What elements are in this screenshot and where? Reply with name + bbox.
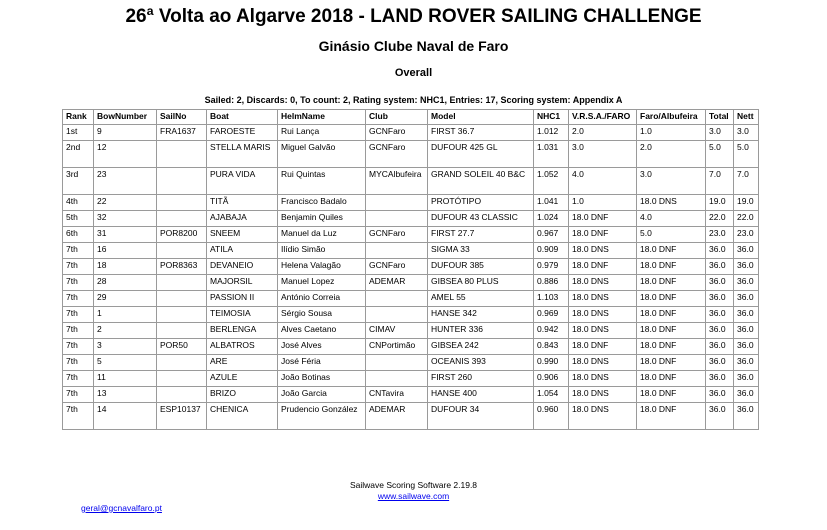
table-row xyxy=(63,168,759,195)
nett-cell: 36.0 xyxy=(734,387,759,403)
club-cell xyxy=(366,371,428,387)
boat-cell: BRIZO xyxy=(207,387,278,403)
model-cell: FIRST 27.7 xyxy=(428,227,534,243)
sail-no-cell xyxy=(157,168,207,195)
club-cell: CNPortimão xyxy=(366,339,428,355)
club-cell: ADEMAR xyxy=(366,403,428,430)
vrsa-faro-cell: 18.0 DNS xyxy=(569,291,637,307)
vrsa-faro-cell: 18.0 DNS xyxy=(569,275,637,291)
vrsa-faro-cell: 1.0 xyxy=(569,195,637,211)
bow-number-cell: 9 xyxy=(94,125,157,141)
club-cell: GCNFaro xyxy=(366,141,428,168)
boat-cell: DEVANEIO xyxy=(207,259,278,275)
helm-name-cell: Alves Caetano xyxy=(278,323,366,339)
sail-no-cell xyxy=(157,323,207,339)
col-sail-no: SailNo xyxy=(157,110,207,125)
rank-cell: 1st xyxy=(63,125,94,141)
helm-name-cell: Manuel da Luz xyxy=(278,227,366,243)
sail-no-cell xyxy=(157,355,207,371)
nhc1-cell: 0.990 xyxy=(534,355,569,371)
vrsa-faro-cell: 18.0 DNS xyxy=(569,323,637,339)
club-cell: CIMAV xyxy=(366,323,428,339)
nett-cell: 3.0 xyxy=(734,125,759,141)
sail-no-cell xyxy=(157,371,207,387)
nett-cell: 36.0 xyxy=(734,403,759,430)
model-cell: FIRST 260 xyxy=(428,371,534,387)
page-title: 26ª Volta ao Algarve 2018 - LAND ROVER SAILING CHALLENGE xyxy=(125,6,702,27)
results-body xyxy=(63,125,759,430)
helm-name-cell: Miguel Galvão xyxy=(278,141,366,168)
table-row xyxy=(63,339,759,355)
nhc1-cell: 0.960 xyxy=(534,403,569,430)
vrsa-faro-cell: 18.0 DNS xyxy=(569,387,637,403)
boat-cell: BERLENGA xyxy=(207,323,278,339)
rank-cell: 6th xyxy=(63,227,94,243)
table-row xyxy=(63,243,759,259)
vrsa-faro-cell: 18.0 DNF xyxy=(569,339,637,355)
bow-number-cell: 22 xyxy=(94,195,157,211)
total-cell: 36.0 xyxy=(706,387,734,403)
table-row xyxy=(63,227,759,243)
bow-number-cell: 5 xyxy=(94,355,157,371)
col-bow-number: BowNumber xyxy=(94,110,157,125)
vrsa-faro-cell: 18.0 DNS xyxy=(569,403,637,430)
helm-name-cell: Ilídio Simão xyxy=(278,243,366,259)
nett-cell: 5.0 xyxy=(734,141,759,168)
nhc1-cell: 0.886 xyxy=(534,275,569,291)
col-nett: Nett xyxy=(734,110,759,125)
total-cell: 3.0 xyxy=(706,125,734,141)
model-cell: HUNTER 336 xyxy=(428,323,534,339)
table-row xyxy=(63,387,759,403)
boat-cell: TITÃ xyxy=(207,195,278,211)
model-cell: OCEANIS 393 xyxy=(428,355,534,371)
rank-cell: 7th xyxy=(63,355,94,371)
rank-cell: 7th xyxy=(63,275,94,291)
results-table xyxy=(62,109,759,430)
model-cell: PROTÓTIPO xyxy=(428,195,534,211)
sail-no-cell: POR50 xyxy=(157,339,207,355)
nett-cell: 7.0 xyxy=(734,168,759,195)
rank-cell: 7th xyxy=(63,387,94,403)
nhc1-cell: 1.103 xyxy=(534,291,569,307)
table-row xyxy=(63,211,759,227)
faro-albufeira-cell: 5.0 xyxy=(637,227,706,243)
nhc1-cell: 0.843 xyxy=(534,339,569,355)
vrsa-faro-cell: 18.0 DNF xyxy=(569,259,637,275)
bow-number-cell: 32 xyxy=(94,211,157,227)
nhc1-cell: 1.041 xyxy=(534,195,569,211)
total-cell: 5.0 xyxy=(706,141,734,168)
bow-number-cell: 3 xyxy=(94,339,157,355)
model-cell: GIBSEA 242 xyxy=(428,339,534,355)
club-cell xyxy=(366,243,428,259)
sail-no-cell xyxy=(157,275,207,291)
boat-cell: FAROESTE xyxy=(207,125,278,141)
faro-albufeira-cell: 2.0 xyxy=(637,141,706,168)
email-link[interactable]: geral@gcnavalfaro.pt xyxy=(81,503,162,513)
helm-name-cell: Sérgio Sousa xyxy=(278,307,366,323)
rank-cell: 2nd xyxy=(63,141,94,168)
vrsa-faro-cell: 18.0 DNF xyxy=(569,227,637,243)
helm-name-cell: António Correia xyxy=(278,291,366,307)
col-rank: Rank xyxy=(63,110,94,125)
rank-cell: 3rd xyxy=(63,168,94,195)
sail-no-cell: ESP10137 xyxy=(157,403,207,430)
col-model: Model xyxy=(428,110,534,125)
helm-name-cell: José Féria xyxy=(278,355,366,371)
nhc1-cell: 1.024 xyxy=(534,211,569,227)
table-row xyxy=(63,195,759,211)
vrsa-faro-cell: 18.0 DNS xyxy=(569,371,637,387)
model-cell: GIBSEA 80 PLUS xyxy=(428,275,534,291)
col-faro-albufeira: Faro/Albufeira xyxy=(637,110,706,125)
boat-cell: ATILA xyxy=(207,243,278,259)
bow-number-cell: 16 xyxy=(94,243,157,259)
sail-no-cell xyxy=(157,141,207,168)
nhc1-cell: 0.942 xyxy=(534,323,569,339)
sail-no-cell: POR8200 xyxy=(157,227,207,243)
bow-number-cell: 14 xyxy=(94,403,157,430)
boat-cell: CHENICA xyxy=(207,403,278,430)
sail-no-cell xyxy=(157,387,207,403)
model-cell: GRAND SOLEIL 40 B&C xyxy=(428,168,534,195)
nhc1-cell: 0.967 xyxy=(534,227,569,243)
faro-albufeira-cell: 18.0 DNF xyxy=(637,339,706,355)
nhc1-cell: 1.012 xyxy=(534,125,569,141)
rank-cell: 7th xyxy=(63,307,94,323)
table-row xyxy=(63,275,759,291)
section-title: Overall xyxy=(394,67,433,79)
vrsa-faro-cell: 18.0 DNS xyxy=(569,243,637,259)
faro-albufeira-cell: 18.0 DNF xyxy=(637,307,706,323)
table-row xyxy=(63,291,759,307)
faro-albufeira-cell: 18.0 DNF xyxy=(637,291,706,307)
rank-cell: 7th xyxy=(63,371,94,387)
sail-no-cell xyxy=(157,243,207,259)
faro-albufeira-cell: 18.0 DNF xyxy=(637,403,706,430)
model-cell: FIRST 36.7 xyxy=(428,125,534,141)
rank-cell: 7th xyxy=(63,243,94,259)
club-cell xyxy=(366,355,428,371)
col-boat: Boat xyxy=(207,110,278,125)
nett-cell: 36.0 xyxy=(734,323,759,339)
model-cell: DUFOUR 34 xyxy=(428,403,534,430)
helm-name-cell: Benjamin Quiles xyxy=(278,211,366,227)
total-cell: 36.0 xyxy=(706,339,734,355)
club-cell xyxy=(366,195,428,211)
sail-no-cell: POR8363 xyxy=(157,259,207,275)
nhc1-cell: 1.054 xyxy=(534,387,569,403)
sail-no-cell xyxy=(157,211,207,227)
nett-cell: 36.0 xyxy=(734,307,759,323)
col-nhc1: NHC1 xyxy=(534,110,569,125)
boat-cell: ARE xyxy=(207,355,278,371)
rank-cell: 7th xyxy=(63,339,94,355)
boat-cell: ALBATROS xyxy=(207,339,278,355)
vrsa-faro-cell: 18.0 DNS xyxy=(569,355,637,371)
sail-no-cell xyxy=(157,291,207,307)
nhc1-cell: 0.909 xyxy=(534,243,569,259)
bow-number-cell: 18 xyxy=(94,259,157,275)
club-cell: MYCAlbufeira xyxy=(366,168,428,195)
table-row xyxy=(63,307,759,323)
col-vrsa-faro: V.R.S.A./FARO xyxy=(569,110,637,125)
club-cell xyxy=(366,307,428,323)
nett-cell: 36.0 xyxy=(734,275,759,291)
sailwave-link[interactable]: www.sailwave.com xyxy=(377,491,450,501)
nhc1-cell: 1.052 xyxy=(534,168,569,195)
club-cell: GCNFaro xyxy=(366,125,428,141)
total-cell: 36.0 xyxy=(706,323,734,339)
boat-cell: AJABAJA xyxy=(207,211,278,227)
col-club: Club xyxy=(366,110,428,125)
helm-name-cell: Prudencio González xyxy=(278,403,366,430)
bow-number-cell: 12 xyxy=(94,141,157,168)
bow-number-cell: 31 xyxy=(94,227,157,243)
bow-number-cell: 1 xyxy=(94,307,157,323)
vrsa-faro-cell: 18.0 DNS xyxy=(569,307,637,323)
total-cell: 36.0 xyxy=(706,403,734,430)
club-cell xyxy=(366,291,428,307)
vrsa-faro-cell: 4.0 xyxy=(569,168,637,195)
total-cell: 36.0 xyxy=(706,307,734,323)
helm-name-cell: João Botinas xyxy=(278,371,366,387)
boat-cell: PASSION II xyxy=(207,291,278,307)
nett-cell: 36.0 xyxy=(734,259,759,275)
helm-name-cell: João Garcia xyxy=(278,387,366,403)
table-row xyxy=(63,355,759,371)
rank-cell: 5th xyxy=(63,211,94,227)
faro-albufeira-cell: 18.0 DNS xyxy=(637,195,706,211)
nett-cell: 36.0 xyxy=(734,243,759,259)
rank-cell: 7th xyxy=(63,259,94,275)
total-cell: 36.0 xyxy=(706,259,734,275)
sail-no-cell xyxy=(157,307,207,323)
club-cell: GCNFaro xyxy=(366,227,428,243)
total-cell: 36.0 xyxy=(706,291,734,307)
bow-number-cell: 11 xyxy=(94,371,157,387)
nhc1-cell: 0.906 xyxy=(534,371,569,387)
bow-number-cell: 23 xyxy=(94,168,157,195)
faro-albufeira-cell: 18.0 DNF xyxy=(637,355,706,371)
total-cell: 7.0 xyxy=(706,168,734,195)
club-cell: GCNFaro xyxy=(366,259,428,275)
nett-cell: 22.0 xyxy=(734,211,759,227)
vrsa-faro-cell: 2.0 xyxy=(569,125,637,141)
vrsa-faro-cell: 3.0 xyxy=(569,141,637,168)
helm-name-cell: Rui Quintas xyxy=(278,168,366,195)
total-cell: 36.0 xyxy=(706,355,734,371)
footer xyxy=(0,480,827,502)
helm-name-cell: Manuel Lopez xyxy=(278,275,366,291)
faro-albufeira-cell: 18.0 DNF xyxy=(637,387,706,403)
nett-cell: 36.0 xyxy=(734,291,759,307)
faro-albufeira-cell: 4.0 xyxy=(637,211,706,227)
faro-albufeira-cell: 18.0 DNF xyxy=(637,275,706,291)
helm-name-cell: Rui Lança xyxy=(278,125,366,141)
email-container xyxy=(81,503,162,513)
col-total: Total xyxy=(706,110,734,125)
software-credit: Sailwave Scoring Software 2.19.8 xyxy=(349,480,478,490)
model-cell: HANSE 400 xyxy=(428,387,534,403)
rank-cell: 7th xyxy=(63,403,94,430)
nett-cell: 36.0 xyxy=(734,355,759,371)
club-cell: ADEMAR xyxy=(366,275,428,291)
model-cell: DUFOUR 385 xyxy=(428,259,534,275)
helm-name-cell: José Alves xyxy=(278,339,366,355)
vrsa-faro-cell: 18.0 DNF xyxy=(569,211,637,227)
club-name: Ginásio Clube Naval de Faro xyxy=(318,38,509,54)
total-cell: 36.0 xyxy=(706,275,734,291)
model-cell: DUFOUR 425 GL xyxy=(428,141,534,168)
faro-albufeira-cell: 1.0 xyxy=(637,125,706,141)
boat-cell: TEIMOSIA xyxy=(207,307,278,323)
faro-albufeira-cell: 18.0 DNF xyxy=(637,243,706,259)
bow-number-cell: 2 xyxy=(94,323,157,339)
results-summary: Sailed: 2, Discards: 0, To count: 2, Rating system: NHC1, Entries: 17, Scoring system: Appendix A xyxy=(204,95,623,105)
bow-number-cell: 13 xyxy=(94,387,157,403)
bow-number-cell: 28 xyxy=(94,275,157,291)
table-row xyxy=(63,259,759,275)
nhc1-cell: 0.969 xyxy=(534,307,569,323)
rank-cell: 7th xyxy=(63,323,94,339)
nett-cell: 36.0 xyxy=(734,339,759,355)
helm-name-cell: Francisco Badalo xyxy=(278,195,366,211)
model-cell: DUFOUR 43 CLASSIC xyxy=(428,211,534,227)
col-helm-name: HelmName xyxy=(278,110,366,125)
nett-cell: 23.0 xyxy=(734,227,759,243)
boat-cell: PURA VIDA xyxy=(207,168,278,195)
boat-cell: MAJORSIL xyxy=(207,275,278,291)
boat-cell: STELLA MARIS xyxy=(207,141,278,168)
helm-name-cell: Helena Valagão xyxy=(278,259,366,275)
bow-number-cell: 29 xyxy=(94,291,157,307)
model-cell: SIGMA 33 xyxy=(428,243,534,259)
club-cell: CNTavira xyxy=(366,387,428,403)
nhc1-cell: 1.031 xyxy=(534,141,569,168)
total-cell: 36.0 xyxy=(706,371,734,387)
nhc1-cell: 0.979 xyxy=(534,259,569,275)
faro-albufeira-cell: 18.0 DNF xyxy=(637,259,706,275)
faro-albufeira-cell: 3.0 xyxy=(637,168,706,195)
table-row xyxy=(63,141,759,168)
total-cell: 36.0 xyxy=(706,243,734,259)
faro-albufeira-cell: 18.0 DNF xyxy=(637,323,706,339)
table-row xyxy=(63,371,759,387)
nett-cell: 36.0 xyxy=(734,371,759,387)
faro-albufeira-cell: 18.0 DNF xyxy=(637,371,706,387)
boat-cell: SNEEM xyxy=(207,227,278,243)
boat-cell: AZULE xyxy=(207,371,278,387)
sail-no-cell: FRA1637 xyxy=(157,125,207,141)
rank-cell: 4th xyxy=(63,195,94,211)
table-row xyxy=(63,125,759,141)
table-header-row xyxy=(63,110,759,125)
total-cell: 23.0 xyxy=(706,227,734,243)
rank-cell: 7th xyxy=(63,291,94,307)
model-cell: AMEL 55 xyxy=(428,291,534,307)
table-row xyxy=(63,323,759,339)
table-row xyxy=(63,403,759,430)
total-cell: 22.0 xyxy=(706,211,734,227)
nett-cell: 19.0 xyxy=(734,195,759,211)
model-cell: HANSE 342 xyxy=(428,307,534,323)
sail-no-cell xyxy=(157,195,207,211)
total-cell: 19.0 xyxy=(706,195,734,211)
club-cell xyxy=(366,211,428,227)
